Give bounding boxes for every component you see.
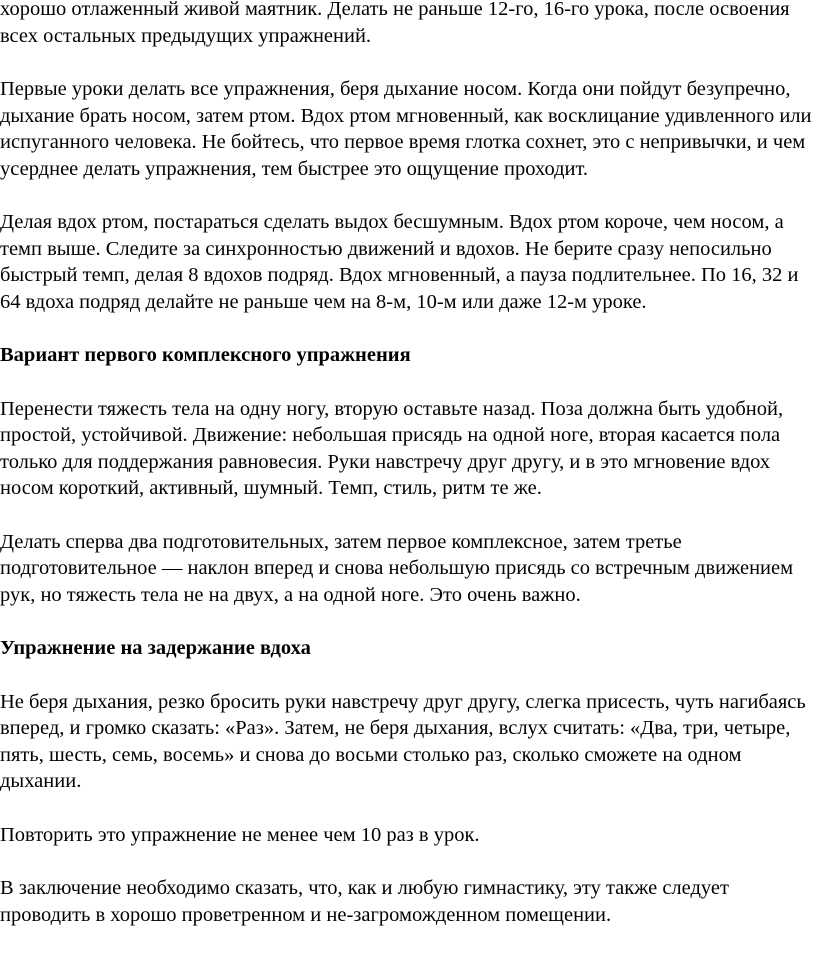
paragraph-pendulum-end: хорошо отлаженный живой маятник. Делать не раньше 12-го, 16-го урока, после освоения всех остальных предыдущих упражнений. xyxy=(0,0,790,47)
paragraph-preparatory-order: Делать сперва два подготовительных, затем первое комплексное, затем третье подготовительное — наклон вперед и снова небольшую присядь со встречным движением рук, но тяжесть тела не на двух, а на одной ноге. Это очень важно. xyxy=(0,530,794,606)
paragraph-repeat-count: Повторить это упражнение не менее чем 10 раз в урок. xyxy=(0,823,480,846)
paragraph-weight-shift: Перенести тяжесть тела на одну ногу, вторую оставьте назад. Поза должна быть удобной, простой, устойчивой. Движение: небольшая присядь на одной ноге, вторая касается пола только для поддержания равновесия. Руки навстречу друг другу, и в это мгновение вдох носом короткий, активный, шумный. Темп, стиль, ритм те же. xyxy=(0,397,784,499)
paragraph-mouth-inhale: Делая вдох ртом, постараться сделать выдох бесшумным. Вдох ртом короче, чем носом, а темп выше. Следите за синхронностью движений и вдохов. Не берите сразу непосильно быстрый темп, делая 8 вдохов подряд. Вдох мгновенный, а пауза подлительнее. По 16, 32 и 64 вдоха подряд делайте не раньше чем на 8-м, 10-м или даже 12-м уроке. xyxy=(0,211,799,313)
paragraph-breath-hold-instructions: Не беря дыхания, резко бросить руки навстречу друг другу, слегка присесть, чуть нагибаясь вперед, и громко сказать: «Раз». Затем, не беря дыхания, вслух считать: «Два, три, четыре, пять, шесть, семь, восемь» и снова до восьми столько раз, сколько сможете на одном дыхании. xyxy=(0,690,806,792)
heading-breath-hold: Упражнение на задержание вдоха xyxy=(0,637,311,659)
paragraph-first-lessons: Первые уроки делать все упражнения, беря дыхание носом. Когда они пойдут безупречно, дыхание брать носом, затем ртом. Вдох ртом мгновенный, как восклицание удивленного или испуганного человека. Не бойтесь, что первое время глотка сохнет, это с непривычки, и чем усерднее делать упражнения, тем быстрее это ощущение проходит. xyxy=(0,78,812,180)
paragraph-conclusion: В заключение необходимо сказать, что, как и любую гимнастику, эту также следует проводить в хорошо проветренном и не-загроможденном помещении. xyxy=(0,877,729,926)
heading-complex-exercise: Вариант первого комплексного упражнения xyxy=(0,344,411,366)
